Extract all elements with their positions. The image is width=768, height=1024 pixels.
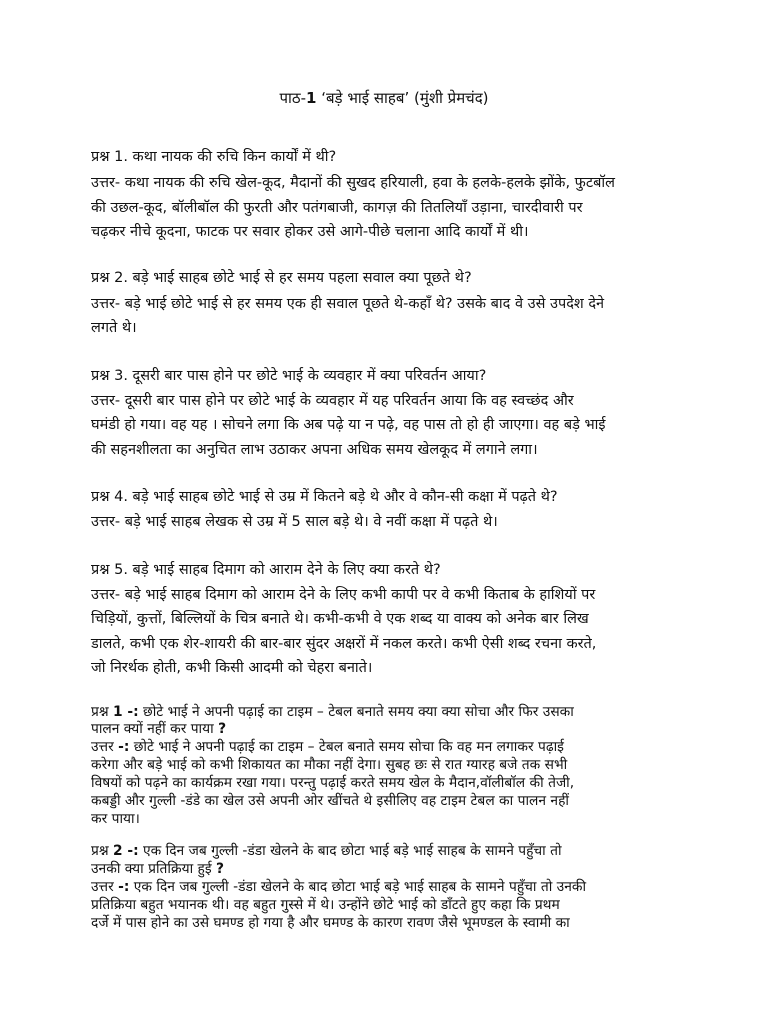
answer-5-line-3: डालते, कभी एक शेर-शायरी की बार-बार सुंदर अक्षरों में नकल करते। कभी ऐसी शब्द रचना करते, <box>91 636 597 652</box>
long-question-2-mark: ? <box>216 861 225 877</box>
long-question-1-number: 1 -: <box>113 704 139 720</box>
page-title <box>0 88 768 108</box>
question-5: प्रश्न 5. बड़े भाई साहब दिमाग को आराम देने के लिए क्या करते थे? <box>91 562 441 578</box>
long-question-2-label: प्रश्न <box>91 843 113 859</box>
question-3: प्रश्न 3. दूसरी बार पास होने पर छोटे भाई के व्यवहार में क्या परिवर्तन आया? <box>91 368 487 384</box>
long-answer-1-label: उत्तर <box>91 739 119 755</box>
long-answer-1-sep: -: <box>118 739 130 755</box>
answer-1-line-1: उत्तर- कथा नायक की रुचि खेल-कूद, मैदानों की सुखद हरियाली, हवा के हलके-हलके झोंके, फुटबॉल <box>91 175 616 191</box>
answer-3-line-3: की सहनशीलता का अनुचित लाभ उठाकर अपना अधिक समय खेलकूद में लगाने लगा। <box>91 442 538 458</box>
long-question-1-line-2 <box>91 720 226 738</box>
long-question-2-number: 2 -: <box>113 843 139 859</box>
long-answer-1-line-3: विषयों को पढ़ने का कार्यक्रम रखा गया। परन्तु पढ़ाई करते समय खेल के मैदान,वॉलीबॉल की तेजी, <box>91 775 575 791</box>
answer-3-line-2: घमंडी हो गया। वह यह । सोचने लगा कि अब पढ़े या न पढ़े, वह पास तो हो ही जाएगा। वह बड़े भाई <box>91 417 606 433</box>
answer-2-line-1: उत्तर- बड़े भाई छोटे भाई से हर समय एक ही सवाल पूछते थे-कहाँ थे? उसके बाद वे उसे उपदेश देने <box>91 296 605 312</box>
long-question-1-label: प्रश्न <box>91 704 113 720</box>
long-answer-1-line-4: कबड्डी और गुल्ली -डंडे का खेल उसे अपनी ओर खींचते थे इसीलिए वह टाइम टेबल का पालन नहीं <box>91 793 569 809</box>
answer-3-line-1: उत्तर- दूसरी बार पास होने पर छोटे भाई के व्यवहार में यह परिवर्तन आया कि वह स्वच्छंद और <box>91 393 574 409</box>
long-answer-2-line-2: प्रतिक्रिया बहुत भयानक थी। वह बहुत गुस्से में थे। उन्होंने छोटे भाई को डाँटते हुए कहा कि प्रथम <box>91 897 560 913</box>
answer-2-line-2: लगते थे। <box>91 320 137 336</box>
title-prefix: पाठ- <box>279 89 307 107</box>
question-1: प्रश्न 1. कथा नायक की रुचि किन कार्यों में थी? <box>91 149 337 165</box>
answer-5-line-2: चिड़ियों, कुत्तों, बिल्लियों के चित्र बनाते थे। कभी-कभी वे एक शब्द या वाक्य को अनेक बार लिख <box>91 611 589 627</box>
answer-5-line-1: उत्तर- बड़े भाई साहब दिमाग को आराम देने के लिए कभी कापी पर वे कभी किताब के हाशियों पर <box>91 587 596 603</box>
long-answer-2-line-1 <box>91 878 586 896</box>
title-number: 1 <box>306 89 317 107</box>
long-answer-2-line-3: दर्जे में पास होने का उसे घमण्ड हो गया है और घमण्ड के कारण रावण जैसे भूमण्डल के स्वामी का <box>91 915 570 931</box>
long-answer-1-text-1: छोटे भाई ने अपनी पढ़ाई का टाइम – टेबल बनाते समय सोचा कि वह मन लगाकर पढ़ाई <box>129 739 564 755</box>
answer-4-line-1: उत्तर- बड़े भाई साहब लेखक से उम्र में 5 साल बड़े थे। वे नवीं कक्षा में पढ़ते थे। <box>91 514 498 530</box>
long-question-2-text-2: उनकी क्या प्रतिक्रिया हुई <box>91 861 217 877</box>
long-question-1-line-1 <box>91 703 574 721</box>
long-answer-2-label: उत्तर <box>91 879 119 895</box>
title-rest: ‘बड़े भाई साहब’ (मुंशी प्रेमचंद) <box>316 89 489 107</box>
long-answer-1-line-1 <box>91 738 564 756</box>
question-4: प्रश्न 4. बड़े भाई साहब छोटे भाई से उम्र में कितने बड़े थे और वे कौन-सी कक्षा में पढ़ते थे? <box>91 489 558 505</box>
answer-1-line-2: की उछल-कूद, बॉलीबॉल की फुरती और पतंगबाजी, कागज़ की तितलियाँ उड़ाना, चारदीवारी पर <box>91 200 583 216</box>
long-question-2-text-1: एक दिन जब गुल्ली -डंडा खेलने के बाद छोटा भाई बड़े भाई साहब के सामने पहुँचा तो <box>138 843 562 859</box>
long-answer-2-text-1: एक दिन जब गुल्ली -डंडा खेलने के बाद छोटा भाई बड़े भाई साहब के सामने पहुँचा तो उनकी <box>129 879 587 895</box>
question-2: प्रश्न 2. बड़े भाई साहब छोटे भाई से हर समय पहला सवाल क्या पूछते थे? <box>91 270 472 286</box>
answer-5-line-4: जो निरर्थक होती, कभी किसी आदमी को चेहरा बनाते। <box>91 660 373 676</box>
long-question-2-line-1 <box>91 842 562 860</box>
long-question-1-mark: ? <box>218 721 227 737</box>
answer-1-line-3: चढ़कर नीचे कूदना, फाटक पर सवार होकर उसे आगे-पीछे चलाना आदि कार्यों में थी। <box>91 224 529 240</box>
long-answer-2-sep: -: <box>118 879 130 895</box>
long-question-1-text-1: छोटे भाई ने अपनी पढ़ाई का टाइम – टेबल बनाते समय क्या क्या सोचा और फिर उसका <box>138 704 574 720</box>
long-answer-1-line-5: कर पाया। <box>91 811 140 827</box>
long-question-2-line-2 <box>91 860 224 878</box>
long-question-1-text-2: पालन क्यों नहीं कर पाया <box>91 721 219 737</box>
long-answer-1-line-2: करेगा और बड़े भाई को कभी शिकायत का मौका नहीं देगा। सुबह छः से रात ग्यारह बजे तक सभी <box>91 757 568 773</box>
